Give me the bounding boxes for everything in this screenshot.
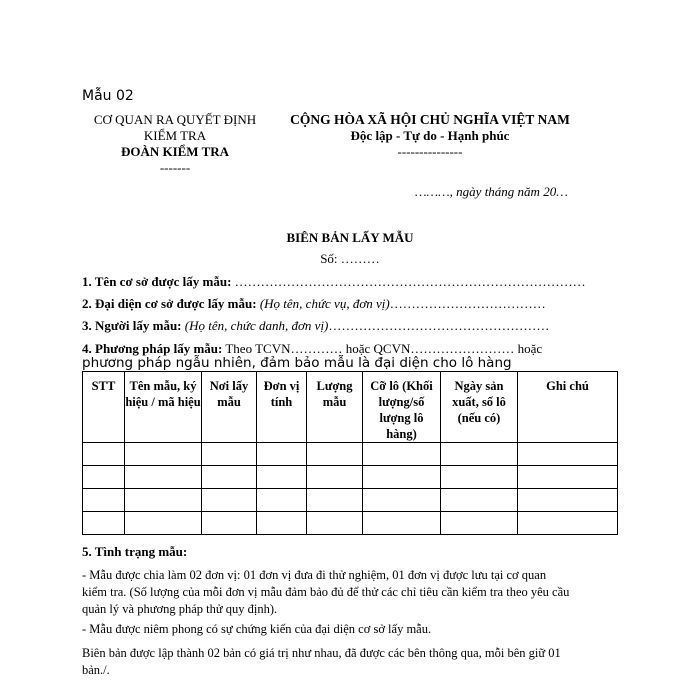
col-sampling-place: Nơi lấy mẫu	[202, 372, 257, 443]
item2-dots: ………………………………	[389, 296, 546, 311]
table-row	[83, 489, 618, 512]
col-quantity: Lượng mẫu	[307, 372, 363, 443]
item1-dots: ………………………………………………………………………	[231, 274, 586, 289]
item3-dots: ……………………………………………	[328, 318, 550, 333]
col-production-date: Ngày sản xuất, số lô (nếu có)	[441, 372, 518, 443]
item-facility-representative	[82, 296, 546, 312]
national-divider: ---------------	[397, 144, 463, 159]
table-row	[83, 512, 618, 535]
col-unit: Đơn vị tính	[257, 372, 307, 443]
section5-paragraph-1: - Mẫu được chia làm 02 đơn vị: 01 đơn vị đưa đi thử nghiệm, 01 đơn vị được lưu tại cơ quan kiểm tra. (Số lượng của mỗi đơn vị mẫu đảm bảo đủ để thử các chỉ tiêu cần kiểm tra theo yêu cầu quản lý và phương pháp thử quy định).	[82, 568, 570, 616]
item4-continuation: phương pháp ngẫu nhiên, đảm bảo mẫu là đại diện cho lô hàng	[82, 355, 512, 371]
item-sampler	[82, 318, 549, 334]
sample-table	[82, 371, 618, 535]
document-number: Số: ………	[320, 251, 380, 266]
agency-divider: -------	[159, 160, 191, 175]
agency-line-1: CƠ QUAN RA QUYẾT ĐỊNH	[93, 112, 257, 127]
national-name: CỘNG HÒA XÃ HỘI CHỦ NGHĨA VIỆT NAM	[290, 112, 570, 127]
agency-line-2: KIỂM TRA	[143, 128, 207, 143]
col-sample-name: Tên mẫu, ký hiệu / mã hiệu	[125, 372, 202, 443]
issuing-agency-block	[80, 112, 270, 176]
national-header-block	[285, 112, 575, 160]
col-notes: Ghi chú	[518, 372, 618, 443]
item-facility-name	[82, 274, 586, 290]
closing-paragraph: Biên bản được lập thành 02 bản có giá trị như nhau, đã được các bên thông qua, mỗi bên giữ 01 bản./.	[82, 646, 561, 677]
form-code: Mẫu 02	[82, 88, 134, 104]
national-motto: Độc lập - Tự do - Hạnh phúc	[350, 128, 510, 143]
item4-text: Theo TCVN………… hoặc QCVN…………………… hoặc	[222, 341, 543, 356]
inspection-team: ĐOÀN KIỂM TRA	[120, 144, 230, 159]
table-row	[83, 443, 618, 466]
table-row	[83, 466, 618, 489]
item2-hint: (Họ tên, chức vụ, đơn vị)	[256, 296, 390, 311]
date-line: ………, ngày tháng năm 20…	[415, 184, 568, 199]
item3-label: 3. Người lấy mẫu:	[82, 318, 182, 333]
item2-label: 2. Đại diện cơ sở được lấy mẫu:	[82, 296, 257, 311]
document-title: BIÊN BẢN LẤY MẪU	[286, 230, 414, 245]
item4-label: 4. Phương pháp lấy mẫu:	[82, 341, 223, 356]
section5-heading: 5. Tình trạng mẫu:	[82, 544, 188, 559]
col-stt: STT	[83, 372, 125, 443]
item3-hint: (Họ tên, chức danh, đơn vị)	[181, 318, 329, 333]
table-header-row	[83, 372, 618, 443]
item1-label: 1. Tên cơ sở được lấy mẫu:	[82, 274, 232, 289]
col-lot-size: Cỡ lô (Khối lượng/số lượng lô hàng)	[363, 372, 441, 443]
section5-paragraph-2: - Mẫu được niêm phong có sự chứng kiến của đại diện cơ sở lấy mẫu.	[82, 622, 432, 636]
